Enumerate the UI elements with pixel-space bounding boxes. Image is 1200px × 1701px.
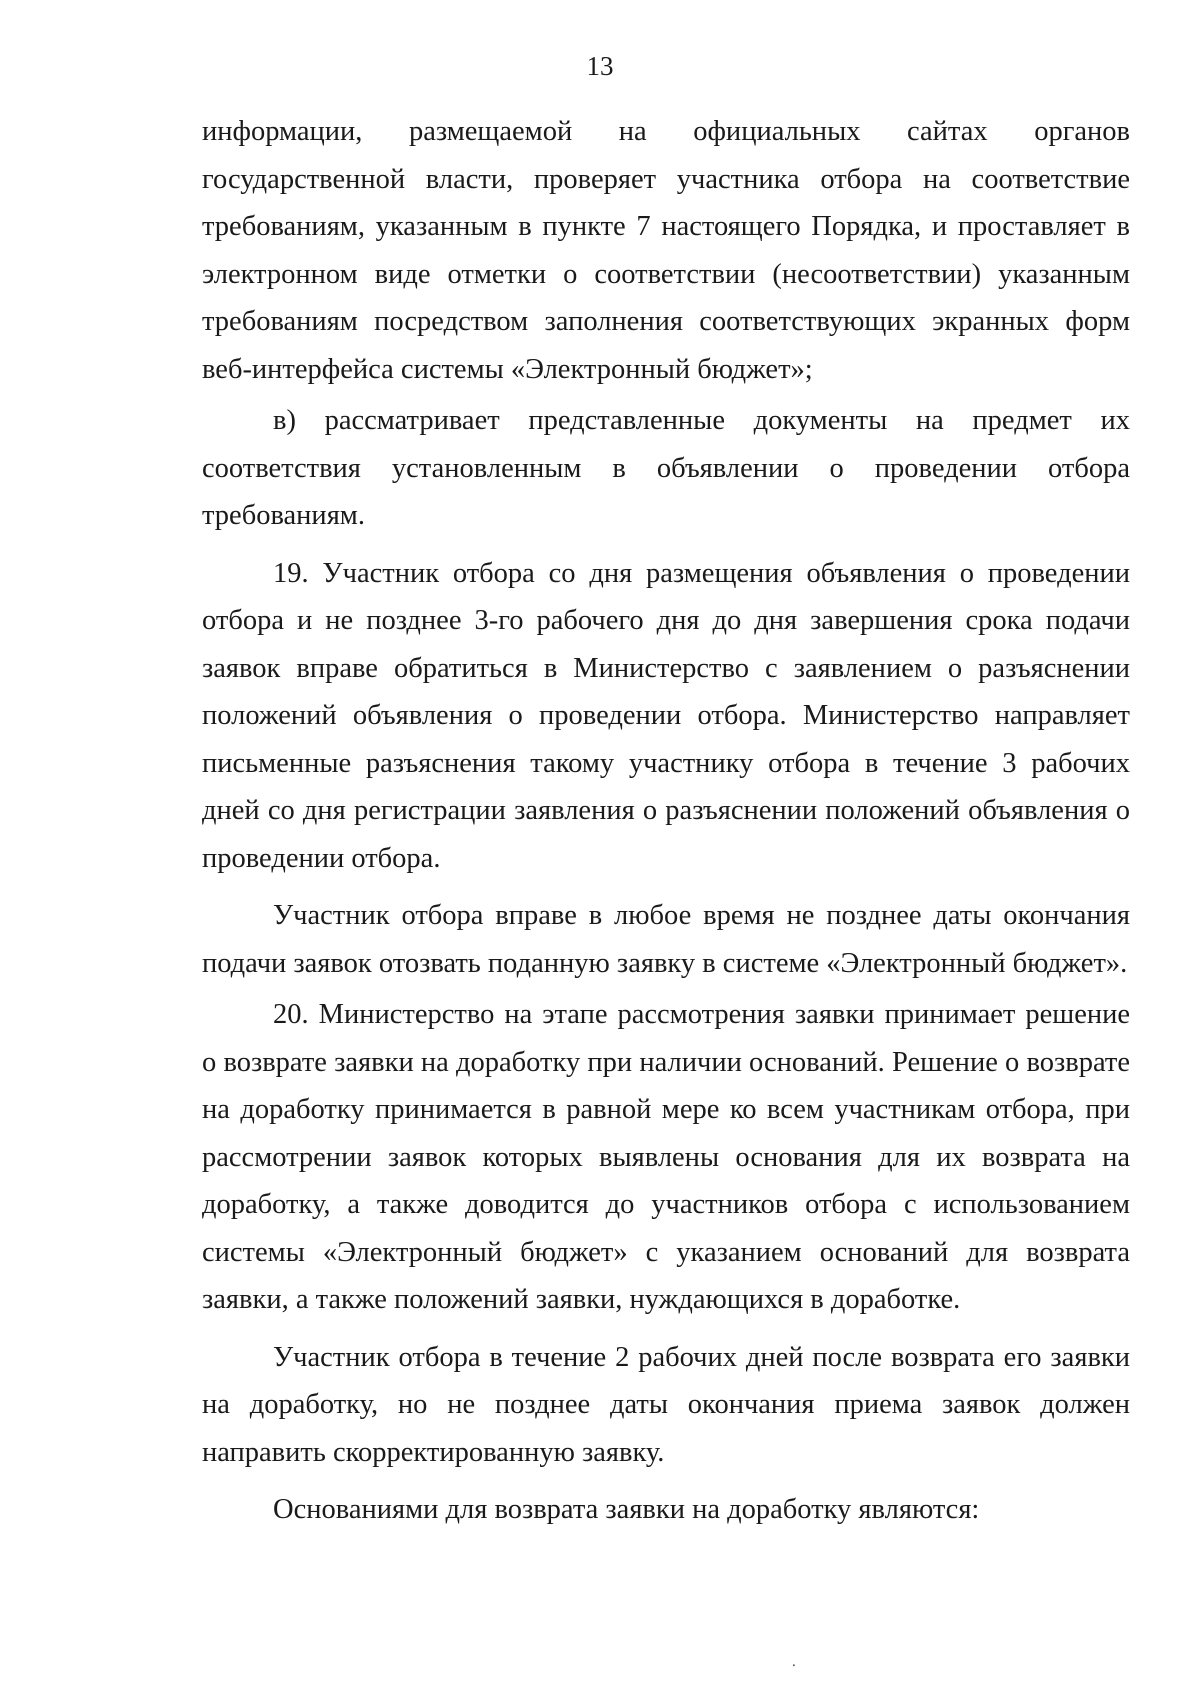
paragraph-review-info: информации, размещаемой на официальных сайтах органов государственной власти, проверяет участника отбора на соответствие требованиям, указанным в пункте 7 настоящего Порядка, и проставляет в электронном виде отметки о соответствии (несоответствии) указанным требованиям посредством заполнения соответствующих экранных форм веб-интерфейса системы «Электронный бюджет»;	[202, 116, 1130, 385]
paragraph-item-v: в) рассматривает представленные документы на предмет их соответствия установленным в объявлении о проведении отбора требованиям.	[202, 405, 1130, 531]
page-number: 13	[586, 51, 614, 81]
paragraph-resubmission: Участник отбора в течение 2 рабочих дней после возврата его заявки на доработку, но не позднее даты окончания приема заявок должен направить скорректированную заявку.	[202, 1341, 1130, 1468]
paragraph-withdraw-application: Участник отбора вправе в любое время не позднее даты окончания подачи заявок отозвать поданную заявку в системе «Электронный бюджет».	[202, 900, 1130, 979]
paragraph-clause-19: 19. Участник отбора со дня размещения объявления о проведении отбора и не позднее 3-го рабочего дня до дня завершения срока подачи заявок вправе обратиться в Министерство с заявлением о разъяснении положений объявления о проведении отбора. Министерство направляет письменные разъяснения такому участнику отбора в течение 3 рабочих дней со дня регистрации заявления о разъяснении положений объявления о проведении отбора.	[202, 557, 1130, 874]
scan-speck-mark: ⸱	[792, 1659, 796, 1674]
paragraph-return-grounds: Основаниями для возврата заявки на доработку являются:	[273, 1494, 980, 1525]
paragraph-clause-20: 20. Министерство на этапе рассмотрения заявки принимает решение о возврате заявки на доработку при наличии оснований. Решение о возврате на доработку принимается в равной мере ко всем участникам отбора, при рассмотрении заявок которых выявлены основания для их возврата на доработку, а также доводится до участников отбора с использованием системы «Электронный бюджет» с указанием оснований для возврата заявки, а также положений заявки, нуждающихся в доработке.	[202, 999, 1130, 1315]
document-body	[202, 108, 1130, 1534]
